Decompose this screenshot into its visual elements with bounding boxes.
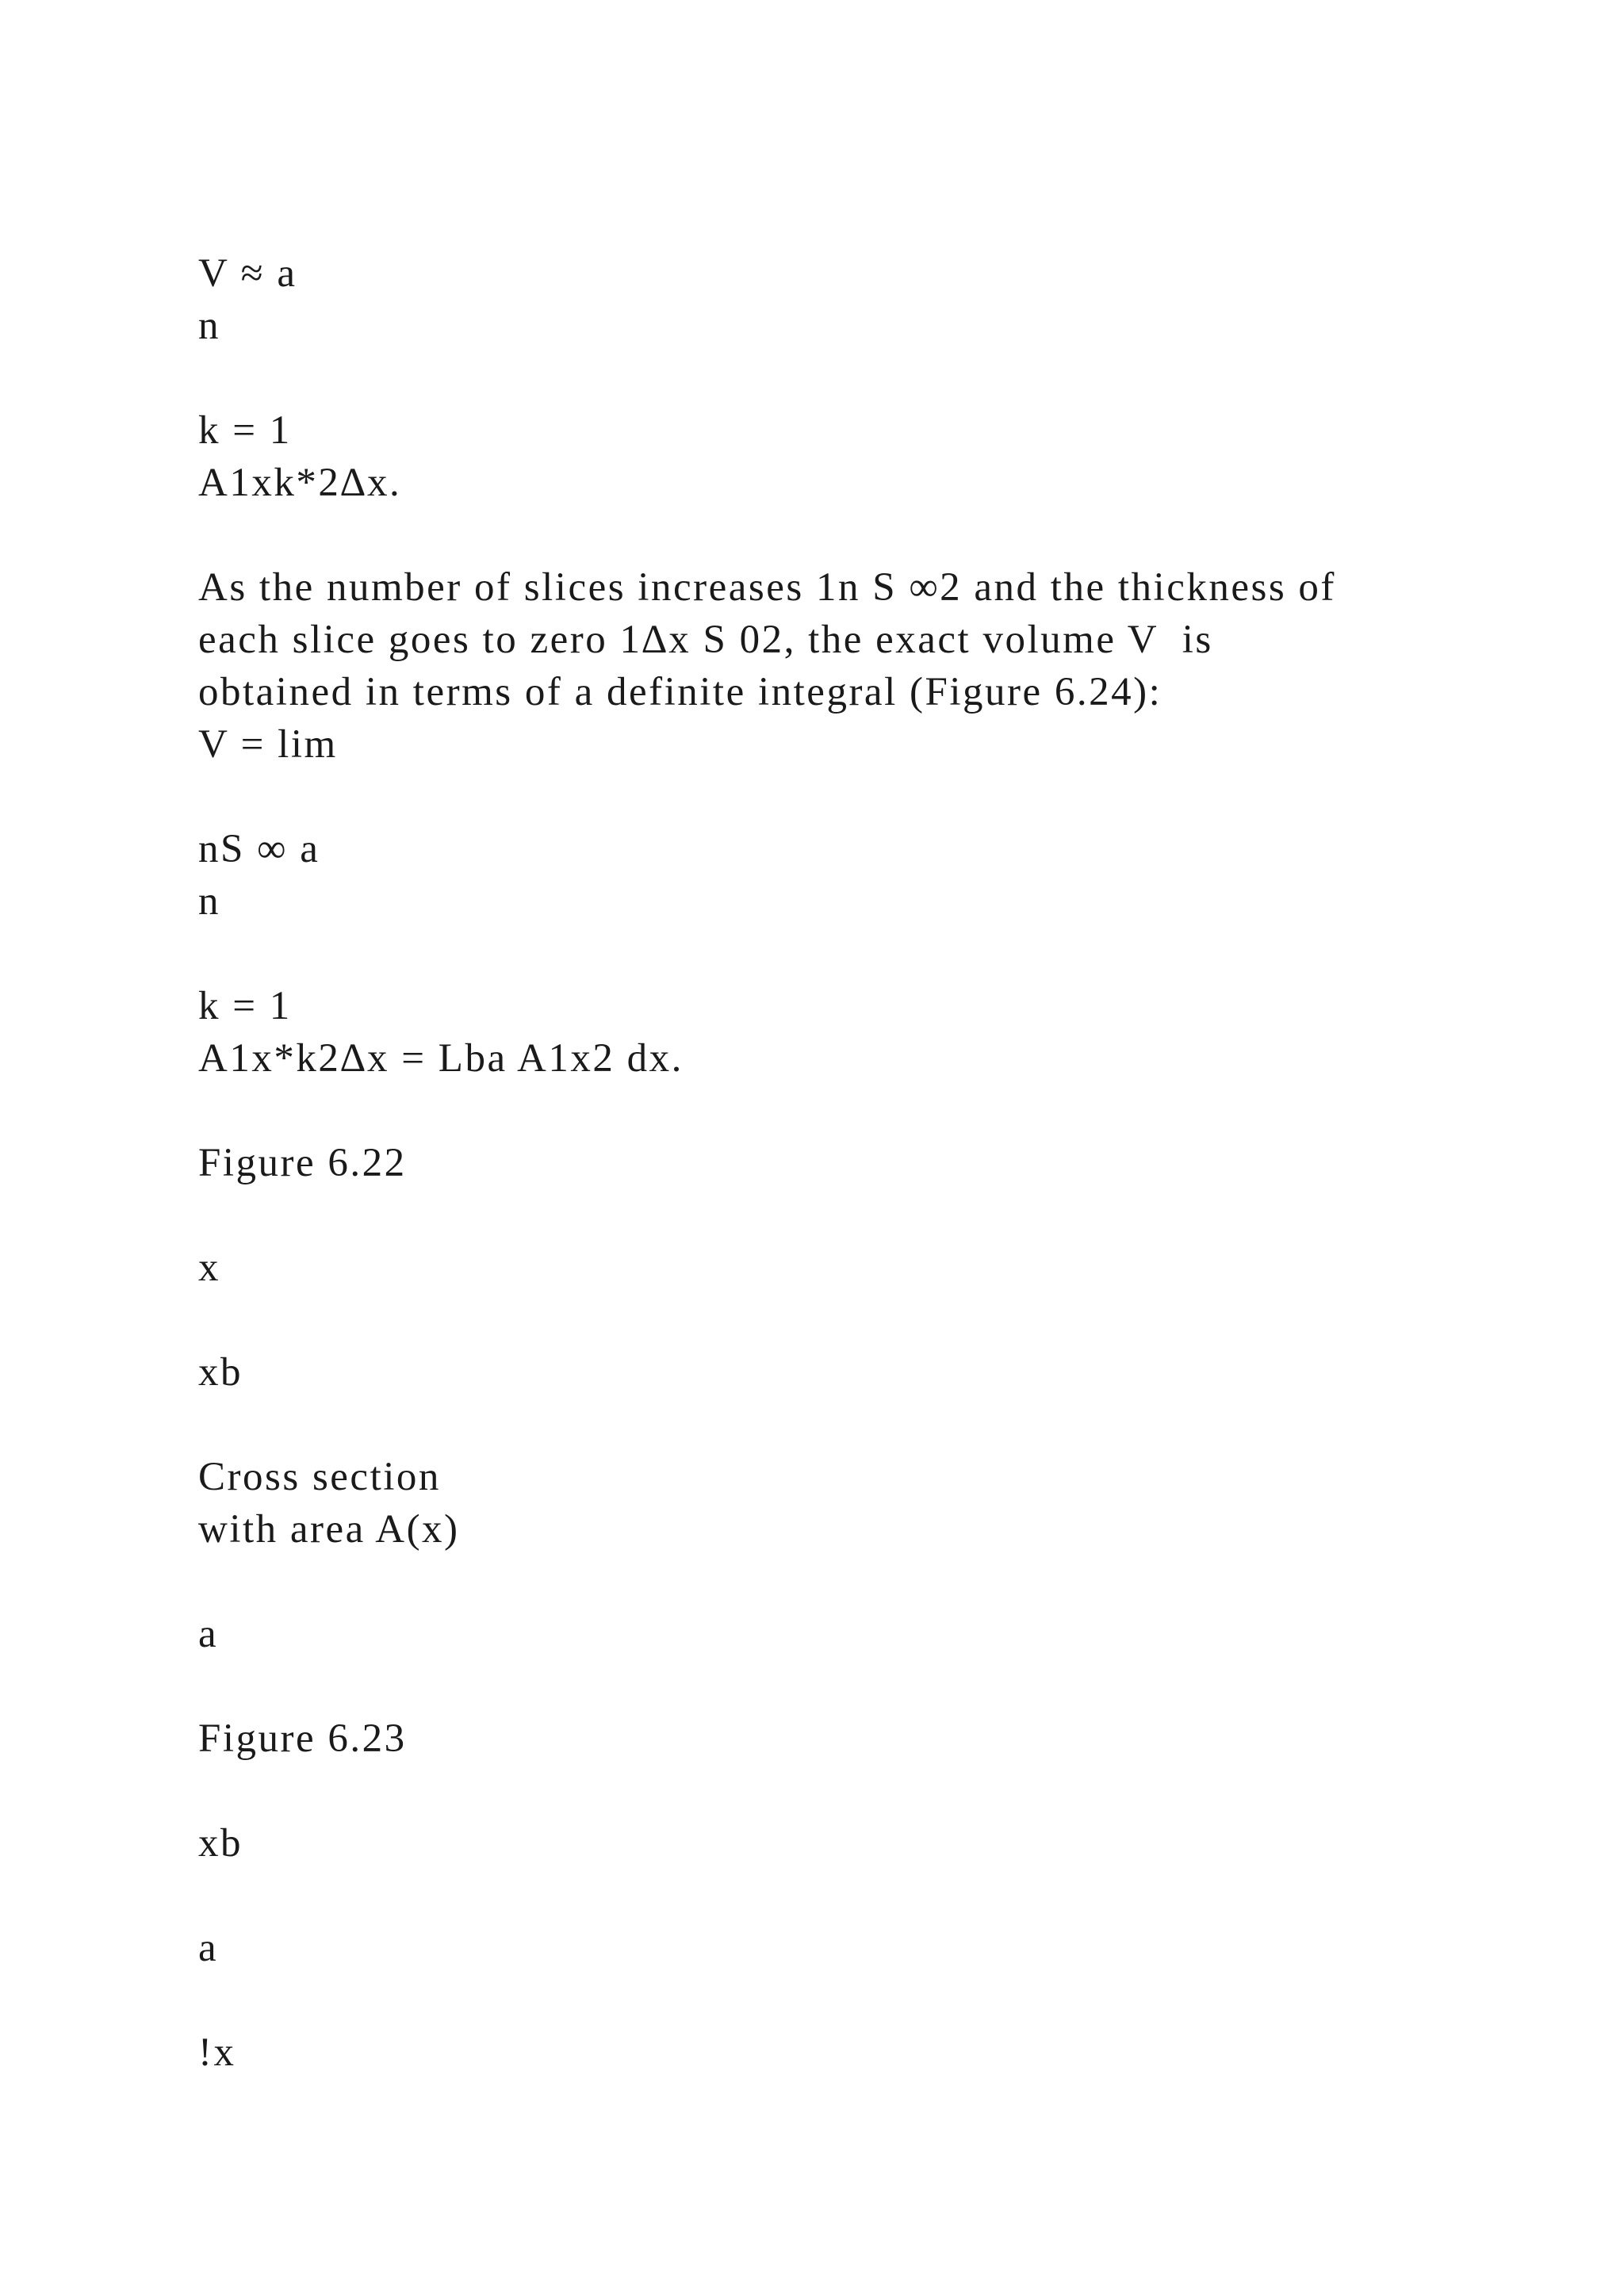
- figure-label-area: with area A(x): [198, 1507, 460, 1552]
- formula-limit-line: V = lim: [198, 722, 338, 767]
- formula-lower-limit-2: k = 1: [198, 984, 292, 1028]
- formula-approx-line: V ≈ a: [198, 251, 297, 296]
- formula-summand: A1xk*2∆x.: [198, 461, 402, 505]
- formula-lower-limit: k = 1: [198, 408, 292, 453]
- figure-label-delta-x: !x: [198, 2030, 236, 2075]
- formula-limit-subscript: nS ∞ a: [198, 827, 320, 871]
- formula-upper-limit: n: [198, 304, 220, 348]
- paragraph-line-3: obtained in terms of a definite integral (Figure 6.24):: [198, 670, 1162, 714]
- figure-label-cross-section: Cross section: [198, 1455, 441, 1499]
- figure-label-a-2: a: [198, 1926, 219, 1970]
- paragraph-line-1: As the number of slices increases 1n S ∞2 and the thickness of: [198, 565, 1336, 610]
- figure-label-a: a: [198, 1612, 219, 1656]
- figure-label-xb: xb: [198, 1350, 243, 1395]
- paragraph-line-2: each slice goes to zero 1∆x S 02, the exact volume V is: [198, 618, 1213, 662]
- formula-upper-limit-2: n: [198, 879, 220, 924]
- figure-label-x: x: [198, 1246, 220, 1290]
- formula-integral-line: A1x*k2∆x = Lba A1x2 dx.: [198, 1036, 684, 1081]
- figure-caption-6-22: Figure 6.22: [198, 1141, 407, 1185]
- figure-label-xb-2: xb: [198, 1821, 243, 1866]
- figure-caption-6-23: Figure 6.23: [198, 1716, 407, 1761]
